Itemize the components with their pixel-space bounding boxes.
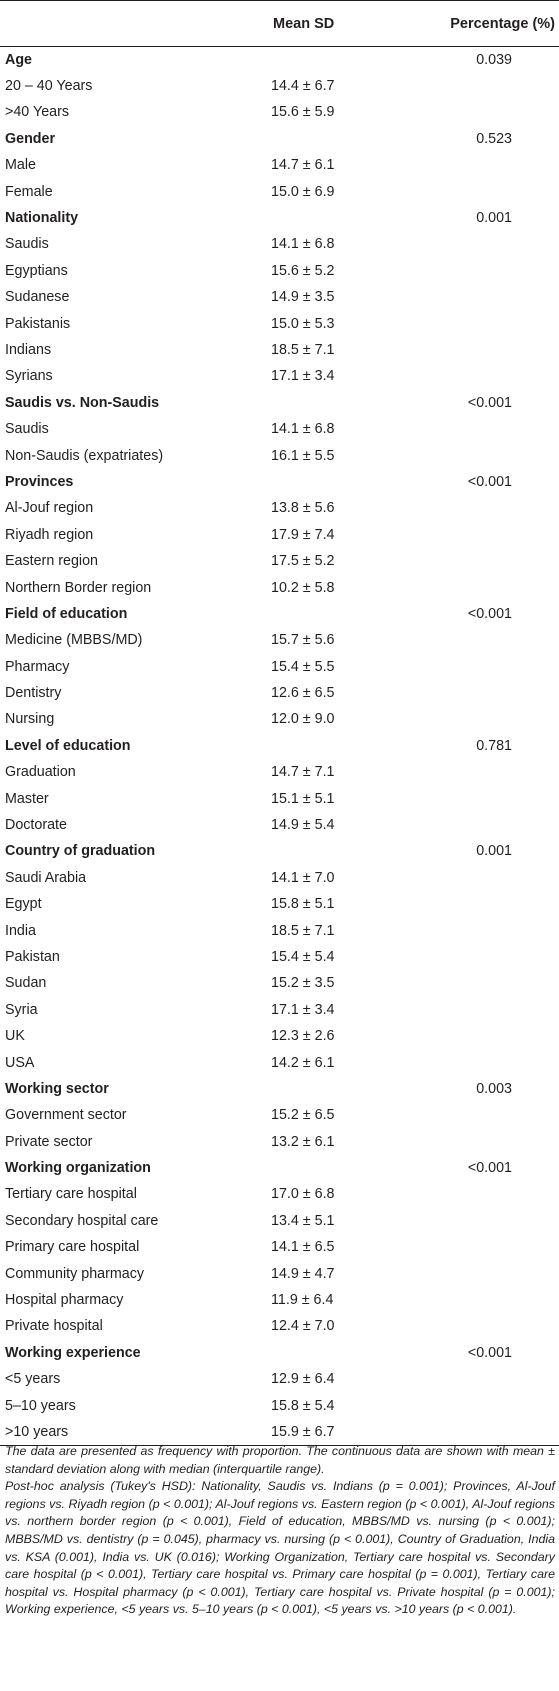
table-row xyxy=(0,1419,559,1445)
row-label: Community pharmacy xyxy=(5,1265,145,1282)
row-mean-sd: 15.7 ± 5.6 xyxy=(271,632,335,649)
row-mean-sd: 13.8 ± 5.6 xyxy=(271,500,335,517)
row-mean-sd xyxy=(240,390,436,416)
row-mean-sd: 12.9 ± 6.4 xyxy=(271,1371,335,1388)
row-percentage xyxy=(436,416,559,442)
row-label: Private sector xyxy=(5,1133,93,1150)
row-label: Indians xyxy=(5,341,52,358)
row-label: Al-Jouf region xyxy=(5,500,94,517)
table-row xyxy=(0,495,559,521)
row-percentage xyxy=(436,812,559,838)
header-mean-sd: Mean SD xyxy=(240,1,436,47)
row-mean-sd: 15.8 ± 5.1 xyxy=(271,896,335,913)
row-mean-sd: 17.9 ± 7.4 xyxy=(271,526,335,543)
row-label: Sudan xyxy=(5,975,47,992)
row-mean-sd: 11.9 ± 6.4 xyxy=(271,1292,334,1309)
row-label: Working sector xyxy=(5,1080,109,1097)
group-header-row xyxy=(0,838,559,864)
row-mean-sd: 15.6 ± 5.2 xyxy=(271,262,335,279)
row-percentage xyxy=(436,1419,559,1445)
row-label: Nationality xyxy=(5,210,79,227)
row-mean-sd: 15.1 ± 5.1 xyxy=(271,790,335,807)
row-percentage xyxy=(436,548,559,574)
row-label: 20 – 40 Years xyxy=(5,78,93,95)
row-mean-sd: 14.1 ± 6.8 xyxy=(271,236,335,253)
row-mean-sd: 15.4 ± 5.5 xyxy=(271,658,335,675)
row-percentage xyxy=(436,337,559,363)
row-label: Country of graduation xyxy=(5,843,156,860)
table-row xyxy=(0,944,559,970)
row-percentage: 0.001 xyxy=(476,210,512,227)
table-row xyxy=(0,442,559,468)
header-row xyxy=(0,1,559,47)
table-row xyxy=(0,178,559,204)
row-percentage xyxy=(436,970,559,996)
table-row xyxy=(0,627,559,653)
row-label: Field of education xyxy=(5,605,128,622)
row-mean-sd: 14.1 ± 6.8 xyxy=(271,421,335,438)
row-percentage xyxy=(436,785,559,811)
row-label: Primary care hospital xyxy=(5,1239,140,1256)
row-percentage xyxy=(436,891,559,917)
row-percentage xyxy=(436,865,559,891)
row-label: UK xyxy=(5,1028,25,1045)
table-row xyxy=(0,284,559,310)
row-label: Working experience xyxy=(5,1344,141,1361)
row-percentage: <0.001 xyxy=(467,394,512,411)
row-percentage xyxy=(436,1049,559,1075)
row-label: >10 years xyxy=(0,1419,240,1445)
row-mean-sd xyxy=(240,733,436,759)
row-label: Secondary hospital care xyxy=(5,1212,159,1229)
group-header-row xyxy=(0,1155,559,1181)
row-label: Master xyxy=(5,790,49,807)
table-row xyxy=(0,1102,559,1128)
footnote-data-presentation: The data are presented as frequency with proportion. The continuous data are shown with mean ± standard deviation along with median (interquartile range). xyxy=(5,1444,555,1476)
header-percentage: Percentage (%) xyxy=(436,1,559,47)
row-mean-sd: 15.2 ± 3.5 xyxy=(271,975,335,992)
row-percentage xyxy=(436,1181,559,1207)
row-label: Saudis vs. Non-Saudis xyxy=(5,394,160,411)
row-mean-sd: 14.4 ± 6.7 xyxy=(271,78,335,95)
group-header-row xyxy=(0,601,559,627)
row-percentage xyxy=(436,310,559,336)
row-label: Saudi Arabia xyxy=(5,869,87,886)
row-percentage xyxy=(436,99,559,125)
row-label: Government sector xyxy=(5,1107,127,1124)
row-label: Sudanese xyxy=(5,289,70,306)
row-label: Dentistry xyxy=(5,685,62,702)
row-percentage: <0.001 xyxy=(467,1344,512,1361)
row-percentage xyxy=(436,944,559,970)
row-mean-sd: 17.1 ± 3.4 xyxy=(271,368,335,385)
row-label: 5–10 years xyxy=(5,1397,76,1414)
table-row xyxy=(0,1366,559,1392)
group-header-row xyxy=(0,469,559,495)
header-variable xyxy=(0,1,240,47)
row-mean-sd: 14.7 ± 7.1 xyxy=(271,764,335,781)
table-row xyxy=(0,680,559,706)
row-mean-sd: 14.9 ± 3.5 xyxy=(271,289,335,306)
row-percentage xyxy=(436,706,559,732)
row-percentage xyxy=(436,1366,559,1392)
table-row xyxy=(0,258,559,284)
row-mean-sd: 13.2 ± 6.1 xyxy=(271,1133,335,1150)
row-percentage xyxy=(436,1102,559,1128)
row-percentage: <0.001 xyxy=(467,605,512,622)
row-label: Egyptians xyxy=(5,262,68,279)
row-percentage xyxy=(436,284,559,310)
footnote-post-hoc: Post-hoc analysis (Tukey's HSD): Nationality, Saudis vs. Indians (p = 0.001); Provinces, Al-Jouf regions vs. Riyadh region (p < 0.001); Al-Jouf regions vs. Eastern region (p < 0.001), Al-Jouf regions vs. northern border region (p < 0.001), Field of education, MBBS/MD vs. nursing (p < 0.001); MBBS/MD vs. dentistry (p = 0.045), pharmacy vs. nursing (p < 0.001), Country of Graduation, India vs. KSA (0.001), India vs. UK (0.016); Working Organization, Tertiary care hospital vs. Secondary care hospital (p < 0.001), Tertiary care hospital vs. Primary care hospital (p = 0.001), Tertiary care hospital vs. Hospital pharmacy (p < 0.001), Tertiary care hospital vs. Private hospital (p = 0.001); Working experience, <5 years vs. 5–10 years (p < 0.001), <5 years vs. >10 years (p < 0.001). xyxy=(5,1479,555,1617)
row-mean-sd xyxy=(240,1076,436,1102)
group-header-row xyxy=(0,1340,559,1366)
row-mean-sd: 14.1 ± 6.5 xyxy=(271,1239,335,1256)
row-percentage xyxy=(436,1234,559,1260)
row-label: Pakistan xyxy=(5,948,60,965)
table-row xyxy=(0,1287,559,1313)
table-header xyxy=(0,1,559,47)
row-label: USA xyxy=(5,1054,35,1071)
row-mean-sd: 15.6 ± 5.9 xyxy=(271,104,335,121)
table-row xyxy=(0,1208,559,1234)
row-percentage: 0.039 xyxy=(476,51,512,68)
table-body xyxy=(0,47,559,1446)
row-percentage xyxy=(436,1392,559,1418)
row-mean-sd xyxy=(240,838,436,864)
row-percentage: 0.003 xyxy=(476,1080,512,1097)
row-percentage xyxy=(436,495,559,521)
row-label: Working organization xyxy=(5,1160,151,1177)
table-row xyxy=(0,653,559,679)
row-mean-sd: 15.0 ± 5.3 xyxy=(271,315,335,332)
row-mean-sd: 17.0 ± 6.8 xyxy=(271,1186,335,1203)
row-label: >40 Years xyxy=(5,104,70,121)
table-row xyxy=(0,1129,559,1155)
row-label: Saudis xyxy=(5,421,49,438)
table-row xyxy=(0,574,559,600)
row-mean-sd: 17.1 ± 3.4 xyxy=(271,1001,335,1018)
group-header-row xyxy=(0,205,559,231)
row-percentage xyxy=(436,1129,559,1155)
table-row xyxy=(0,310,559,336)
row-mean-sd: 15.9 ± 6.7 xyxy=(240,1419,436,1445)
row-percentage: 0.001 xyxy=(476,843,512,860)
row-label: Graduation xyxy=(5,764,76,781)
group-header-row xyxy=(0,126,559,152)
table-row xyxy=(0,865,559,891)
row-mean-sd xyxy=(240,205,436,231)
row-mean-sd: 15.2 ± 6.5 xyxy=(271,1107,335,1124)
row-label: Female xyxy=(5,183,53,200)
row-mean-sd xyxy=(240,47,436,73)
group-header-row xyxy=(0,1076,559,1102)
row-mean-sd: 15.8 ± 5.4 xyxy=(271,1397,335,1414)
row-percentage xyxy=(436,653,559,679)
table-row xyxy=(0,1313,559,1339)
row-percentage xyxy=(436,258,559,284)
row-percentage xyxy=(436,178,559,204)
row-label: Level of education xyxy=(5,737,131,754)
row-label: Male xyxy=(5,157,36,174)
table-row xyxy=(0,522,559,548)
table-row xyxy=(0,1049,559,1075)
row-percentage xyxy=(436,759,559,785)
group-header-row xyxy=(0,47,559,73)
row-label: Saudis xyxy=(5,236,49,253)
row-percentage: <0.001 xyxy=(467,1160,512,1177)
row-mean-sd: 15.4 ± 5.4 xyxy=(271,948,335,965)
group-header-row xyxy=(0,390,559,416)
row-label: Gender xyxy=(5,130,56,147)
row-mean-sd: 14.9 ± 4.7 xyxy=(271,1265,335,1282)
row-label: Hospital pharmacy xyxy=(5,1292,124,1309)
row-mean-sd: 12.3 ± 2.6 xyxy=(271,1028,335,1045)
row-label: Egypt xyxy=(5,896,42,913)
table-row xyxy=(0,1260,559,1286)
table-row xyxy=(0,759,559,785)
table-row xyxy=(0,891,559,917)
table-row xyxy=(0,1181,559,1207)
row-percentage xyxy=(436,1313,559,1339)
table-row xyxy=(0,785,559,811)
table-row xyxy=(0,812,559,838)
row-percentage xyxy=(436,1260,559,1286)
row-percentage xyxy=(436,231,559,257)
table-row xyxy=(0,416,559,442)
row-mean-sd: 13.4 ± 5.1 xyxy=(271,1212,335,1229)
table-row xyxy=(0,917,559,943)
row-percentage xyxy=(436,1208,559,1234)
row-mean-sd: 14.1 ± 7.0 xyxy=(271,869,335,886)
row-label: Provinces xyxy=(5,473,74,490)
row-percentage xyxy=(436,917,559,943)
row-percentage xyxy=(436,442,559,468)
row-percentage: <0.001 xyxy=(467,473,512,490)
row-mean-sd: 12.6 ± 6.5 xyxy=(271,685,335,702)
table-row xyxy=(0,1392,559,1418)
table-footnotes xyxy=(5,1443,555,1619)
row-percentage xyxy=(436,1023,559,1049)
row-mean-sd: 18.5 ± 7.1 xyxy=(271,341,335,358)
row-label: Pharmacy xyxy=(5,658,70,675)
row-mean-sd: 14.2 ± 6.1 xyxy=(271,1054,335,1071)
row-percentage xyxy=(436,574,559,600)
row-percentage xyxy=(436,997,559,1023)
row-mean-sd xyxy=(240,126,436,152)
row-percentage xyxy=(436,152,559,178)
row-label: Northern Border region xyxy=(5,579,152,596)
table-row xyxy=(0,152,559,178)
row-label: Age xyxy=(5,51,33,68)
row-label: India xyxy=(5,922,37,939)
row-percentage: 0.523 xyxy=(476,130,512,147)
row-percentage xyxy=(436,680,559,706)
row-mean-sd: 12.0 ± 9.0 xyxy=(271,711,335,728)
row-label: Private hospital xyxy=(5,1318,103,1335)
row-label: Non-Saudis (expatriates) xyxy=(5,447,164,464)
table-row xyxy=(0,337,559,363)
table-row xyxy=(0,1023,559,1049)
group-header-row xyxy=(0,733,559,759)
row-mean-sd xyxy=(240,601,436,627)
row-mean-sd xyxy=(240,1155,436,1181)
row-mean-sd: 12.4 ± 7.0 xyxy=(271,1318,335,1335)
table-row xyxy=(0,73,559,99)
row-percentage xyxy=(436,627,559,653)
table-row xyxy=(0,997,559,1023)
table-row xyxy=(0,548,559,574)
row-percentage: 0.781 xyxy=(476,737,512,754)
row-mean-sd: 18.5 ± 7.1 xyxy=(271,922,335,939)
row-label: <5 years xyxy=(5,1371,61,1388)
table-row xyxy=(0,99,559,125)
row-label: Syria xyxy=(5,1001,38,1018)
row-label: Syrians xyxy=(5,368,53,385)
row-label: Eastern region xyxy=(5,553,98,570)
row-mean-sd: 14.7 ± 6.1 xyxy=(271,157,335,174)
row-percentage xyxy=(436,73,559,99)
row-label: Tertiary care hospital xyxy=(5,1186,137,1203)
row-mean-sd: 15.0 ± 6.9 xyxy=(271,183,335,200)
row-mean-sd: 17.5 ± 5.2 xyxy=(271,553,335,570)
row-label: Nursing xyxy=(5,711,55,728)
row-label: Pakistanis xyxy=(5,315,71,332)
table-row xyxy=(0,231,559,257)
row-label: Medicine (MBBS/MD) xyxy=(5,632,143,649)
table-row xyxy=(0,1234,559,1260)
row-mean-sd xyxy=(240,469,436,495)
row-label: Doctorate xyxy=(5,817,67,834)
row-label: Riyadh region xyxy=(5,526,94,543)
row-mean-sd: 10.2 ± 5.8 xyxy=(271,579,335,596)
table-row xyxy=(0,363,559,389)
row-mean-sd: 16.1 ± 5.5 xyxy=(271,447,335,464)
table-row xyxy=(0,706,559,732)
row-mean-sd: 14.9 ± 5.4 xyxy=(271,817,335,834)
row-mean-sd xyxy=(240,1340,436,1366)
row-percentage xyxy=(436,363,559,389)
table-row xyxy=(0,970,559,996)
row-percentage xyxy=(436,1287,559,1313)
row-percentage xyxy=(436,522,559,548)
